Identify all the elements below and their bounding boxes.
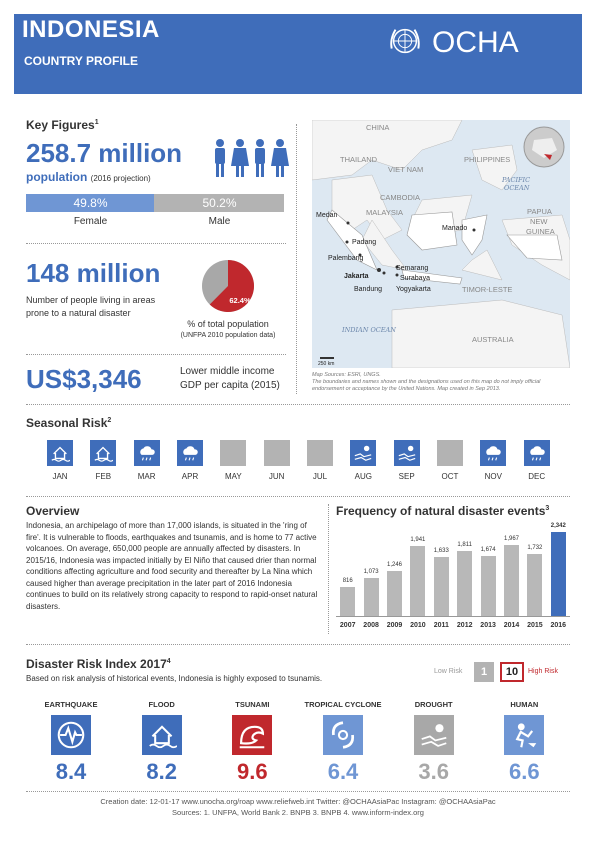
- chart-value-label: 1,633: [433, 548, 449, 555]
- vertical-divider: [328, 504, 329, 634]
- map-city-palembang: Palembang: [328, 255, 364, 262]
- map-label-thailand: THAILAND: [340, 155, 378, 164]
- gdp-capita-text: GDP per capita (2015): [180, 380, 280, 391]
- high-risk-label: High Risk: [528, 668, 558, 675]
- chart-bar-2014: [504, 545, 519, 616]
- footer-line1: Creation date: 12-01-17 www.unocha.org/roap www.reliefweb.int Twitter: @OCHAAsiaPac Instagram: @OCHAAsiaPac: [100, 797, 496, 806]
- map-label-australia: AUSTRALIA: [472, 335, 514, 344]
- male-label: Male: [208, 216, 231, 227]
- chart-x-tick: 2015: [527, 622, 543, 629]
- divider: [26, 354, 286, 355]
- people-icon: [212, 138, 292, 180]
- month-label: FEB: [95, 472, 112, 481]
- divider: [26, 644, 570, 645]
- low-risk-label: Low Risk: [434, 668, 463, 675]
- map-label-malaysia: MALAYSIA: [366, 208, 403, 217]
- no-risk-box: [307, 440, 333, 466]
- dri-value: 6.4: [327, 759, 359, 784]
- dri-value: 3.6: [418, 759, 449, 784]
- dri-tropical-cyclone: [298, 700, 388, 785]
- map-city-padang: Padang: [352, 239, 377, 246]
- chart-bar-2013: [481, 556, 496, 616]
- hazard-population-value: 148 million: [26, 258, 161, 288]
- dri-label: TSUNAMI: [235, 700, 270, 709]
- map-scale-label: 250 km: [318, 361, 335, 367]
- high-risk-scale: 10: [500, 662, 524, 682]
- chart-x-tick: 2014: [503, 622, 520, 629]
- map-city-manado: Manado: [442, 225, 468, 232]
- map-label-philippines: PHILIPPINES: [464, 155, 511, 164]
- earthquake-icon: [51, 715, 91, 755]
- month-label: OCT: [441, 472, 459, 481]
- pie-caption: % of total population: [187, 319, 269, 329]
- month-label: JUN: [268, 472, 285, 481]
- footer-line2: Sources: 1. UNFPA, World Bank 2. BNPB 3. BNPB 4. www.inform-index.org: [172, 808, 424, 817]
- map-label-pacific: PACIFIC: [502, 176, 531, 184]
- map-label-guinea: GUINEA: [526, 227, 555, 236]
- dri-flood: [117, 700, 207, 785]
- flood-icon: [47, 440, 73, 466]
- dri-value: 9.6: [237, 759, 268, 784]
- dri-earthquake: [26, 700, 116, 785]
- overview-title: Overview: [26, 504, 80, 518]
- divider: [26, 243, 286, 244]
- page-title: INDONESIA: [22, 16, 160, 43]
- population-value: 258.7 million: [26, 138, 183, 168]
- female-pct: 49.8%: [73, 196, 108, 210]
- map-label-ocean: OCEAN: [504, 184, 530, 192]
- rain-cloud-icon: [480, 440, 506, 466]
- hazard-pie-chart: [200, 258, 256, 314]
- month-label: NOV: [484, 472, 502, 481]
- drought-icon: [350, 440, 376, 466]
- divider: [26, 496, 570, 497]
- map-city-bandung: Bandung: [354, 286, 383, 293]
- no-risk-box: [264, 440, 290, 466]
- month-apr: [170, 440, 210, 481]
- dri-subtitle: Based on risk analysis of historical events, Indonesia is highly exposed to tsunamis.: [26, 674, 323, 683]
- chart-value-label: 1,674: [480, 546, 496, 553]
- chart-bar-2008: [364, 578, 379, 616]
- month-label: AUG: [354, 472, 372, 481]
- map-label-new: NEW: [530, 217, 548, 226]
- disaster-frequency-chart: [336, 522, 570, 632]
- tsunami-icon: [232, 715, 272, 755]
- month-may: [213, 440, 253, 481]
- month-jan: [40, 440, 80, 481]
- chart-x-tick: 2012: [456, 622, 473, 629]
- chart-value-label: 1,246: [386, 562, 402, 569]
- map-label-timor: TIMOR-LESTE: [462, 285, 513, 294]
- rain-cloud-icon: [524, 440, 550, 466]
- month-label: JAN: [52, 472, 68, 481]
- month-feb: [83, 440, 123, 481]
- map-label-vietnam: VIET NAM: [388, 165, 424, 174]
- month-oct: [430, 440, 470, 481]
- month-label: APR: [181, 472, 199, 481]
- chart-bar-2007: [340, 587, 355, 616]
- map-label-papua: PAPUA: [527, 207, 552, 216]
- month-label: MAY: [224, 472, 242, 481]
- chart-x-tick: 2008: [363, 622, 379, 629]
- key-figures-title: Key Figures$^1$: [26, 118, 99, 132]
- map-city-medan: Medan: [316, 212, 338, 219]
- un-emblem-icon: [386, 22, 424, 60]
- overview-text: Indonesia, an archipelago of more than 17,000 islands, is situated in the 'ring of fire'. It is vulnerable to floods, earthquakes and tsunamis, and is home to 77 active volcanoes. On average, 650,000 people are annually affected by disasters. In 2015/16, Indonesia was impacted initially by El Niño that caused drier than normal conditions affecting agriculture and food security and thereafter by La Nina which caused higher than average precipitation in the later part of 2016 Indonesia continues to build on its relatively strong capacity to respond to rapid-onset natural disasters.: [26, 521, 318, 611]
- chart-value-label: 1,073: [363, 568, 379, 575]
- dri-label: EARTHQUAKE: [44, 700, 98, 709]
- chart-bar-2010: [410, 546, 425, 616]
- map-city-semarang: Semarang: [396, 265, 429, 272]
- chart-x-tick: 2016: [550, 622, 567, 629]
- female-label: Female: [73, 216, 108, 227]
- gdp-income-text: Lower middle income: [180, 366, 275, 377]
- seasonal-risk-title: Seasonal Risk$^2$: [26, 416, 112, 430]
- month-dec: [517, 440, 557, 481]
- month-aug: [343, 440, 383, 481]
- month-label: SEP: [398, 472, 415, 481]
- dri-label: HUMAN: [510, 700, 539, 709]
- dri-human: [479, 700, 569, 785]
- dri-value: 6.6: [509, 759, 540, 784]
- flood-icon: [142, 715, 182, 755]
- dri-categories: [26, 700, 570, 786]
- population-label-row: population (2016 projection): [26, 170, 151, 184]
- indonesia-map: [312, 120, 570, 368]
- no-risk-box: [220, 440, 246, 466]
- map-label-china: CHINA: [366, 123, 390, 132]
- month-sep: [387, 440, 427, 481]
- dri-value: 8.4: [55, 759, 87, 784]
- rain-cloud-icon: [177, 440, 203, 466]
- low-risk-scale: 1: [474, 662, 494, 682]
- chart-value-label: 1,967: [503, 536, 519, 543]
- pie-pct-label: 62.4%: [229, 296, 251, 305]
- chart-value-label: 2,342: [550, 523, 566, 529]
- month-nov: [473, 440, 513, 481]
- map-label-indian-ocean: INDIAN OCEAN: [342, 326, 396, 334]
- divider: [26, 404, 570, 405]
- dri-value: 8.2: [146, 759, 177, 784]
- dri-label: DROUGHT: [414, 700, 453, 709]
- chart-bar-2012: [457, 551, 472, 616]
- drought-icon: [414, 715, 454, 755]
- dri-label: TROPICAL CYCLONE: [304, 700, 382, 709]
- chart-bar-2011: [434, 557, 449, 616]
- drought-icon: [394, 440, 420, 466]
- month-label: JUL: [312, 472, 328, 481]
- chart-x-tick: 2010: [410, 622, 426, 629]
- no-risk-box: [437, 440, 463, 466]
- dri-tsunami: [207, 700, 297, 785]
- dri-drought: [389, 700, 479, 785]
- seasonal-calendar: [40, 440, 560, 490]
- chart-x-tick: 2011: [433, 622, 449, 629]
- month-label: DEC: [528, 472, 546, 481]
- chart-value-label: 1,941: [410, 537, 426, 544]
- chart-x-tick: 2007: [339, 622, 356, 629]
- map-label-cambodia: CAMBODIA: [380, 193, 421, 202]
- male-pct: 50.2%: [202, 196, 237, 210]
- map-source: Map Sources: ESRI, UNGS. The boundaries and names shown and the designations used on this map do not imply official endorsement or acceptance by the United Nations. Map created in Sep 2013.: [312, 372, 541, 392]
- hazard-population-text: Number of people living in areas prone to a natural disaster: [26, 295, 156, 318]
- dri-label: FLOOD: [148, 700, 175, 709]
- divider: [26, 791, 570, 792]
- chart-title: Frequency of natural disaster events$^3$: [336, 504, 550, 518]
- map-city-surabaya: Surabaya: [400, 275, 430, 282]
- gdp-value: US$3,346: [26, 364, 142, 394]
- chart-x-axis: [336, 616, 570, 617]
- month-label: MAR: [137, 472, 156, 481]
- page-subtitle: COUNTRY PROFILE: [24, 54, 139, 68]
- pie-source: (UNFPA 2010 population data): [180, 332, 276, 339]
- cyclone-icon: [323, 715, 363, 755]
- chart-value-label: 1,811: [457, 542, 472, 549]
- ocha-logo-text: OCHA: [432, 26, 519, 59]
- gender-bar: [26, 194, 284, 212]
- chart-value-label: 816: [342, 577, 353, 584]
- flood-icon: [90, 440, 116, 466]
- human-icon: [504, 715, 544, 755]
- chart-value-label: 1,732: [527, 544, 543, 551]
- month-mar: [127, 440, 167, 481]
- month-jul: [300, 440, 340, 481]
- chart-bar-2009: [387, 571, 402, 616]
- chart-bar-2016: [551, 532, 566, 616]
- vertical-divider: [296, 124, 297, 394]
- month-jun: [257, 440, 297, 481]
- chart-x-tick: 2009: [386, 622, 403, 629]
- map-city-jakarta: Jakarta: [344, 273, 369, 280]
- map-city-yogyakarta: Yogyakarta: [396, 286, 431, 293]
- dri-title: Disaster Risk Index 2017$^4$: [26, 657, 171, 671]
- rain-cloud-icon: [134, 440, 160, 466]
- chart-x-tick: 2013: [480, 622, 496, 629]
- chart-bar-2015: [527, 554, 542, 616]
